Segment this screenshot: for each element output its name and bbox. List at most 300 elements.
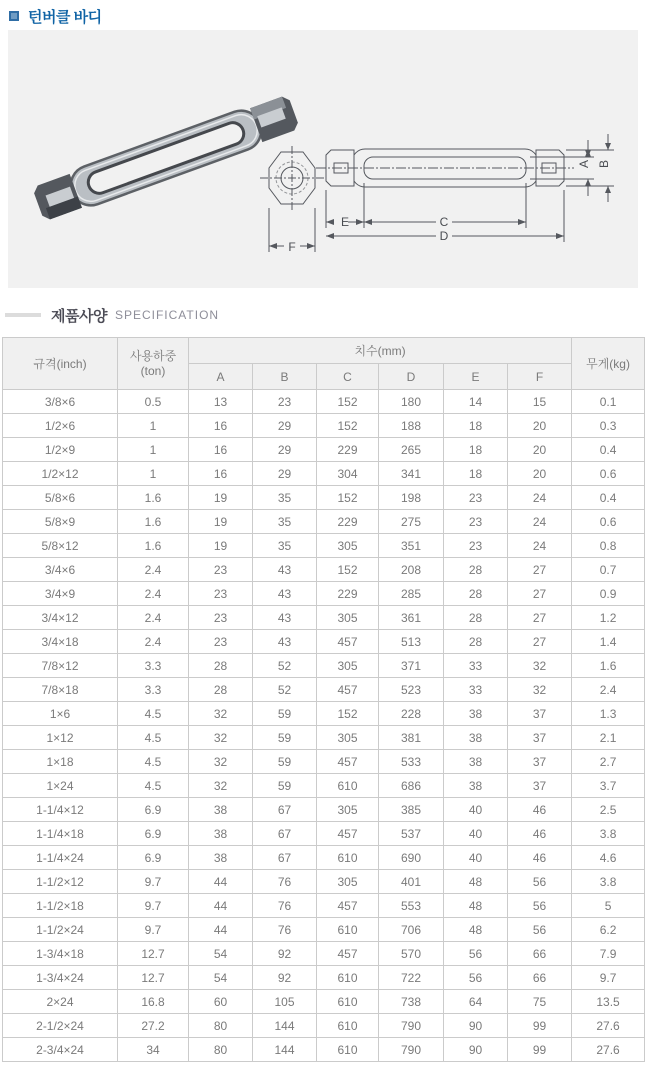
table-cell: 99 [508,1014,572,1038]
table-cell: 54 [189,942,253,966]
table-cell: 15 [508,390,572,414]
table-cell: 19 [189,534,253,558]
table-cell: 7/8×18 [3,678,118,702]
dim-label-f: F [288,240,296,254]
spec-table [2,337,645,1062]
table-cell: 52 [253,678,317,702]
col-header-dim-b: B [253,364,317,390]
table-cell: 38 [444,774,508,798]
table-cell: 6.9 [118,798,189,822]
col-header-dim-f: F [508,364,572,390]
table-cell: 23 [189,582,253,606]
table-row [3,486,645,510]
table-cell: 208 [379,558,444,582]
table-cell: 23 [444,486,508,510]
table-cell: 1-1/2×24 [3,918,118,942]
col-header-load-line2: (ton) [140,363,166,378]
table-cell: 18 [444,414,508,438]
table-row [3,1014,645,1038]
table-cell: 228 [379,702,444,726]
table-cell: 1-3/4×24 [3,966,118,990]
table-cell: 0.7 [572,558,645,582]
section-title [5,305,646,325]
dim-label-e: E [340,215,350,229]
section-title-ko: 제품사양 [51,307,107,325]
table-cell: 9.7 [118,918,189,942]
table-cell: 188 [379,414,444,438]
table-cell: 610 [317,990,379,1014]
table-cell: 43 [253,630,317,654]
dim-label-a: A [577,159,591,169]
table-cell: 56 [444,942,508,966]
table-cell: 23 [444,534,508,558]
table-cell: 1-1/4×18 [3,822,118,846]
table-cell: 533 [379,750,444,774]
table-cell: 56 [508,918,572,942]
table-cell: 3.8 [572,870,645,894]
table-cell: 610 [317,774,379,798]
table-cell: 44 [189,894,253,918]
turnbuckle-image [8,30,638,288]
col-header-spec: 규격(inch) [3,338,118,390]
table-cell: 305 [317,654,379,678]
table-cell: 1 [118,462,189,486]
table-cell: 610 [317,1038,379,1062]
table-cell: 32 [189,774,253,798]
table-cell: 2.4 [118,630,189,654]
table-cell: 305 [317,534,379,558]
table-cell: 28 [189,654,253,678]
table-cell: 59 [253,774,317,798]
table-cell: 40 [444,798,508,822]
table-cell: 3.8 [572,822,645,846]
table-cell: 5 [572,894,645,918]
table-cell: 43 [253,558,317,582]
table-cell: 27 [508,606,572,630]
table-cell: 46 [508,822,572,846]
table-cell: 27.6 [572,1014,645,1038]
table-cell: 56 [508,870,572,894]
table-cell: 38 [444,702,508,726]
table-cell: 180 [379,390,444,414]
table-row [3,942,645,966]
table-cell: 66 [508,942,572,966]
table-cell: 686 [379,774,444,798]
table-row [3,558,645,582]
table-cell: 23 [189,558,253,582]
table-cell: 2.5 [572,798,645,822]
table-cell: 34 [118,1038,189,1062]
table-cell: 29 [253,438,317,462]
table-cell: 48 [444,894,508,918]
table-row [3,990,645,1014]
table-cell: 0.4 [572,438,645,462]
table-cell: 3/8×6 [3,390,118,414]
table-cell: 35 [253,534,317,558]
table-row [3,654,645,678]
table-cell: 4.5 [118,726,189,750]
product-image-panel [8,30,638,288]
table-cell: 56 [508,894,572,918]
table-cell: 9.7 [118,870,189,894]
table-cell: 67 [253,798,317,822]
table-cell: 76 [253,918,317,942]
table-cell: 265 [379,438,444,462]
table-cell: 27 [508,558,572,582]
table-cell: 28 [444,582,508,606]
table-cell: 4.6 [572,846,645,870]
table-cell: 457 [317,894,379,918]
col-header-dim-c: C [317,364,379,390]
table-cell: 4.5 [118,702,189,726]
col-header-weight: 무게(kg) [572,338,645,390]
table-cell: 12.7 [118,966,189,990]
table-cell: 2-1/2×24 [3,1014,118,1038]
table-cell: 523 [379,678,444,702]
table-cell: 56 [444,966,508,990]
table-cell: 67 [253,846,317,870]
table-cell: 0.5 [118,390,189,414]
table-cell: 1-1/4×24 [3,846,118,870]
table-cell: 48 [444,870,508,894]
table-row [3,582,645,606]
table-cell: 20 [508,438,572,462]
table-cell: 2.1 [572,726,645,750]
table-cell: 90 [444,1038,508,1062]
table-cell: 76 [253,894,317,918]
table-cell: 76 [253,870,317,894]
header-row-1 [3,338,645,364]
table-cell: 90 [444,1014,508,1038]
table-cell: 738 [379,990,444,1014]
table-cell: 1.2 [572,606,645,630]
table-cell: 152 [317,414,379,438]
table-cell: 198 [379,486,444,510]
table-row [3,390,645,414]
col-header-dimensions: 치수(mm) [189,338,572,364]
table-row [3,534,645,558]
table-cell: 553 [379,894,444,918]
table-cell: 457 [317,678,379,702]
table-cell: 305 [317,798,379,822]
table-cell: 1.3 [572,702,645,726]
table-cell: 59 [253,702,317,726]
table-cell: 144 [253,1014,317,1038]
table-cell: 99 [508,1038,572,1062]
page-title: 턴버클 바디 [28,8,102,26]
table-cell: 0.4 [572,486,645,510]
table-cell: 0.3 [572,414,645,438]
col-header-load [118,338,189,390]
table-cell: 44 [189,870,253,894]
table-cell: 1-1/4×12 [3,798,118,822]
table-cell: 35 [253,486,317,510]
table-cell: 3.7 [572,774,645,798]
spec-table-body [3,390,645,1062]
square-bullet-icon [9,11,19,21]
table-cell: 44 [189,918,253,942]
hex-end-view [260,146,324,252]
table-row [3,774,645,798]
table-cell: 24 [508,534,572,558]
table-cell: 706 [379,918,444,942]
table-cell: 80 [189,1014,253,1038]
table-cell: 1.6 [118,510,189,534]
table-cell: 152 [317,702,379,726]
col-header-dim-e: E [444,364,508,390]
table-cell: 64 [444,990,508,1014]
table-cell: 0.8 [572,534,645,558]
table-cell: 570 [379,942,444,966]
table-cell: 144 [253,1038,317,1062]
table-cell: 3.3 [118,654,189,678]
table-cell: 3/4×6 [3,558,118,582]
table-cell: 1.4 [572,630,645,654]
table-cell: 1 [118,414,189,438]
table-row [3,846,645,870]
table-cell: 457 [317,630,379,654]
table-row [3,510,645,534]
table-row [3,1038,645,1062]
table-cell: 24 [508,486,572,510]
table-cell: 37 [508,702,572,726]
table-cell: 1×24 [3,774,118,798]
table-cell: 9.7 [572,966,645,990]
table-cell: 54 [189,966,253,990]
table-cell: 19 [189,486,253,510]
table-cell: 18 [444,438,508,462]
table-row [3,414,645,438]
table-cell: 43 [253,582,317,606]
table-row [3,870,645,894]
table-cell: 27 [508,630,572,654]
table-row [3,438,645,462]
table-row [3,726,645,750]
table-cell: 361 [379,606,444,630]
table-cell: 285 [379,582,444,606]
table-cell: 32 [508,654,572,678]
table-cell: 0.6 [572,510,645,534]
table-cell: 13 [189,390,253,414]
table-cell: 2.4 [118,582,189,606]
table-cell: 610 [317,966,379,990]
col-header-dim-d: D [379,364,444,390]
page-header [0,0,646,30]
table-cell: 305 [317,606,379,630]
table-cell: 351 [379,534,444,558]
table-cell: 1-1/2×18 [3,894,118,918]
table-cell: 48 [444,918,508,942]
table-cell: 152 [317,390,379,414]
table-cell: 305 [317,870,379,894]
table-cell: 1/2×6 [3,414,118,438]
table-cell: 32 [508,678,572,702]
table-cell: 1.6 [118,486,189,510]
dim-label-b: B [597,159,611,169]
table-cell: 66 [508,966,572,990]
table-cell: 37 [508,750,572,774]
table-cell: 1×6 [3,702,118,726]
table-row [3,702,645,726]
table-cell: 1.6 [118,534,189,558]
table-cell: 16 [189,414,253,438]
table-cell: 3.3 [118,678,189,702]
table-cell: 38 [444,750,508,774]
table-cell: 275 [379,510,444,534]
table-cell: 28 [189,678,253,702]
table-cell: 33 [444,654,508,678]
table-cell: 610 [317,1014,379,1038]
table-cell: 229 [317,582,379,606]
side-view [316,134,614,242]
table-cell: 60 [189,990,253,1014]
table-cell: 59 [253,750,317,774]
table-cell: 0.9 [572,582,645,606]
table-cell: 7/8×12 [3,654,118,678]
table-cell: 16 [189,438,253,462]
table-cell: 1-1/2×12 [3,870,118,894]
table-cell: 38 [189,846,253,870]
table-cell: 1×18 [3,750,118,774]
table-cell: 9.7 [118,894,189,918]
table-cell: 43 [253,606,317,630]
table-cell: 6.9 [118,822,189,846]
table-cell: 2.4 [572,678,645,702]
table-cell: 19 [189,510,253,534]
table-cell: 457 [317,750,379,774]
table-cell: 381 [379,726,444,750]
table-cell: 4.5 [118,774,189,798]
table-cell: 40 [444,846,508,870]
table-cell: 513 [379,630,444,654]
table-cell: 32 [189,726,253,750]
title-dash-icon [5,313,41,317]
dim-label-c: C [439,215,449,229]
table-cell: 2.7 [572,750,645,774]
table-cell: 80 [189,1038,253,1062]
table-row [3,678,645,702]
table-cell: 23 [189,630,253,654]
table-cell: 3/4×18 [3,630,118,654]
table-cell: 32 [189,702,253,726]
table-cell: 38 [189,798,253,822]
table-cell: 152 [317,486,379,510]
table-cell: 537 [379,822,444,846]
table-cell: 5/8×12 [3,534,118,558]
table-cell: 3/4×9 [3,582,118,606]
table-cell: 1 [118,438,189,462]
table-cell: 610 [317,918,379,942]
table-cell: 2-3/4×24 [3,1038,118,1062]
table-row [3,630,645,654]
table-cell: 229 [317,438,379,462]
table-cell: 790 [379,1038,444,1062]
table-cell: 13.5 [572,990,645,1014]
table-cell: 28 [444,558,508,582]
table-cell: 33 [444,678,508,702]
table-cell: 385 [379,798,444,822]
table-cell: 790 [379,1014,444,1038]
table-cell: 23 [189,606,253,630]
table-cell: 92 [253,942,317,966]
table-cell: 27.6 [572,1038,645,1062]
table-cell: 1×12 [3,726,118,750]
table-cell: 46 [508,846,572,870]
table-row [3,462,645,486]
table-cell: 610 [317,846,379,870]
table-cell: 28 [444,630,508,654]
table-cell: 32 [189,750,253,774]
table-cell: 3/4×12 [3,606,118,630]
table-cell: 37 [508,774,572,798]
table-cell: 4.5 [118,750,189,774]
table-cell: 46 [508,798,572,822]
table-cell: 0.6 [572,462,645,486]
table-cell: 371 [379,654,444,678]
table-row [3,966,645,990]
table-cell: 457 [317,942,379,966]
dim-label-d: D [439,229,449,243]
table-cell: 67 [253,822,317,846]
table-cell: 16.8 [118,990,189,1014]
table-cell: 12.7 [118,942,189,966]
table-cell: 305 [317,726,379,750]
table-cell: 29 [253,462,317,486]
spec-table-head [3,338,645,390]
table-cell: 229 [317,510,379,534]
table-cell: 722 [379,966,444,990]
table-cell: 2.4 [118,558,189,582]
table-cell: 457 [317,822,379,846]
table-row [3,606,645,630]
table-cell: 27 [508,582,572,606]
table-cell: 304 [317,462,379,486]
table-cell: 1/2×12 [3,462,118,486]
table-row [3,798,645,822]
table-cell: 24 [508,510,572,534]
section-title-en: SPECIFICATION [114,308,220,322]
table-cell: 38 [444,726,508,750]
table-cell: 1.6 [572,654,645,678]
table-cell: 29 [253,414,317,438]
table-cell: 152 [317,558,379,582]
table-cell: 23 [253,390,317,414]
turnbuckle-photo [31,93,300,224]
table-cell: 0.1 [572,390,645,414]
table-cell: 28 [444,606,508,630]
table-cell: 18 [444,462,508,486]
table-cell: 2×24 [3,990,118,1014]
table-cell: 401 [379,870,444,894]
col-header-load-line1: 사용하중 [129,348,177,363]
table-row [3,894,645,918]
table-row [3,750,645,774]
table-cell: 40 [444,822,508,846]
table-row [3,822,645,846]
table-cell: 1-3/4×18 [3,942,118,966]
table-cell: 341 [379,462,444,486]
table-cell: 37 [508,726,572,750]
table-cell: 14 [444,390,508,414]
table-cell: 6.9 [118,846,189,870]
table-cell: 16 [189,462,253,486]
table-cell: 6.2 [572,918,645,942]
table-cell: 1/2×9 [3,438,118,462]
table-cell: 59 [253,726,317,750]
table-cell: 690 [379,846,444,870]
col-header-dim-a: A [189,364,253,390]
table-cell: 23 [444,510,508,534]
